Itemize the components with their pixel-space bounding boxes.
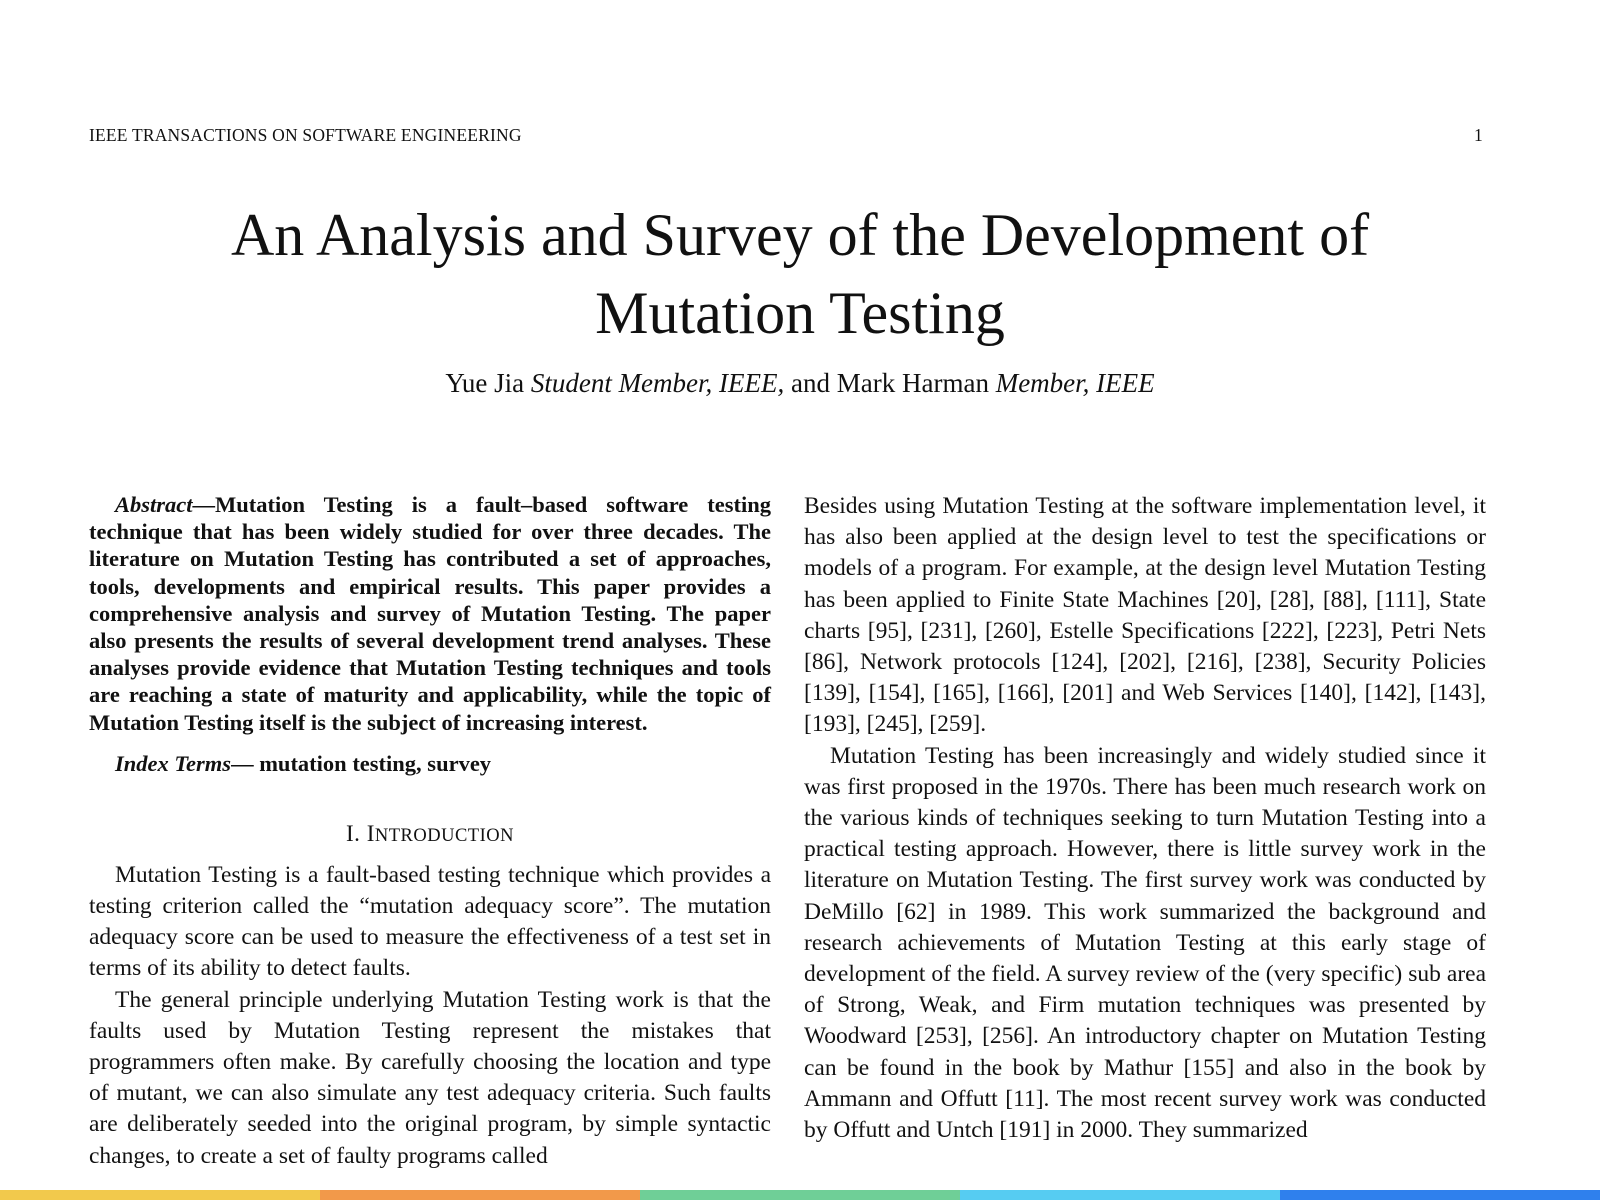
author-2-role: Member, IEEE xyxy=(995,368,1155,398)
paper-title xyxy=(60,196,1540,352)
abstract xyxy=(89,491,771,736)
abstract-label: Abstract xyxy=(115,492,193,517)
right-column xyxy=(804,491,1486,1146)
section-title-rest: NTRODUCTION xyxy=(374,825,514,846)
paragraph: Besides using Mutation Testing at the software implementation level, it has also been applied at the design level to test the specifications or models of a program. For example, at the design level Mutation Testing has been applied to Finite State Machines [20], [28], [88], [111], State charts [95], [231], [260], Estelle Specifications [222], [223], Petri Nets [86], Network protocols [124], [202], [216], [238], Security Policies [139], [154], [165], [166], [201] and Web Services [140], [142], [143], [193], [245], [259]. xyxy=(804,493,1486,738)
index-terms-text: mutation testing, survey xyxy=(253,750,492,776)
author-1-role: Student Member, IEEE, xyxy=(530,368,785,398)
bar-segment xyxy=(640,1190,960,1200)
paragraph: Mutation Testing has been increasingly and widely studied since it was first proposed in the 1970s. There has been much research work on the various kinds of techniques seeking to turn Mutation Testing into a practical testing approach. However, there is little survey work in the literature on Mutation Testing. The first survey work was conducted by DeMillo [62] in 1989. This work summarized the background and research achievements of Mutation Testing at this early stage of development of the field. A survey review of the (very specific) sub area of Strong, Weak, and Firm mutation techniques was presented by Woodward [253], [256]. An introductory chapter on Mutation Testing can be found in the book by Mathur [155] and also in the book by Ammann and Offutt [11]. The most recent survey work was conducted by Offutt and Untch [191] in 2000. They summarized xyxy=(804,742,1486,1144)
left-column xyxy=(89,491,771,1172)
index-terms-label: Index Terms xyxy=(115,750,232,776)
author-2-name: Mark Harman xyxy=(836,368,989,398)
bar-segment xyxy=(0,1190,320,1200)
paragraph: The general principle underlying Mutation Testing work is that the faults used by Mutation Testing represent the mistakes that programmers often make. By carefully choosing the location and type of mutant, we can also simulate any test adequacy criteria. Such faults are deliberately seeded into the original program, by simple syntactic changes, to create a set of faulty programs called xyxy=(89,986,771,1169)
paragraph: Mutation Testing is a fault-based testing technique which provides a testing criterion called the “mutation adequacy score”. The mutation adequacy score can be used to measure the effectiveness of a test set in terms of its ability to detect faults. xyxy=(89,861,771,982)
abstract-dash: — xyxy=(192,492,216,517)
bar-segment xyxy=(960,1190,1280,1200)
author-line xyxy=(0,367,1600,399)
bar-segment xyxy=(1280,1190,1600,1200)
index-terms-dash: — xyxy=(231,750,254,776)
author-1-name: Yue Jia xyxy=(445,368,525,398)
abstract-text: Mutation Testing is a fault–based software testing technique that has been widely studied for over three decades. The literature on Mutation Testing has contributed a set of approaches, tools, developments and empirical results. This paper provides a comprehensive analysis and survey of Mutation Testing. The paper also presents the results of several development trend analyses. These analyses provide evidence that Mutation Testing techniques and tools are reaching a state of maturity and applicability, while the topic of Mutation Testing itself is the subject of increasing interest. xyxy=(89,492,771,735)
title-line-2: Mutation Testing xyxy=(595,280,1005,346)
page-number: 1 xyxy=(1474,125,1483,145)
journal-name: IEEE TRANSACTIONS ON SOFTWARE ENGINEERING xyxy=(89,125,522,145)
section-numeral: I. xyxy=(346,820,361,846)
section-title-initial: I xyxy=(366,820,375,846)
author-conjunction: and xyxy=(791,368,830,398)
bottom-color-bar xyxy=(0,1190,1600,1200)
index-terms xyxy=(89,750,771,777)
title-line-1: An Analysis and Survey of the Development of xyxy=(230,202,1370,268)
section-heading-introduction xyxy=(89,820,771,850)
bar-segment xyxy=(320,1190,640,1200)
